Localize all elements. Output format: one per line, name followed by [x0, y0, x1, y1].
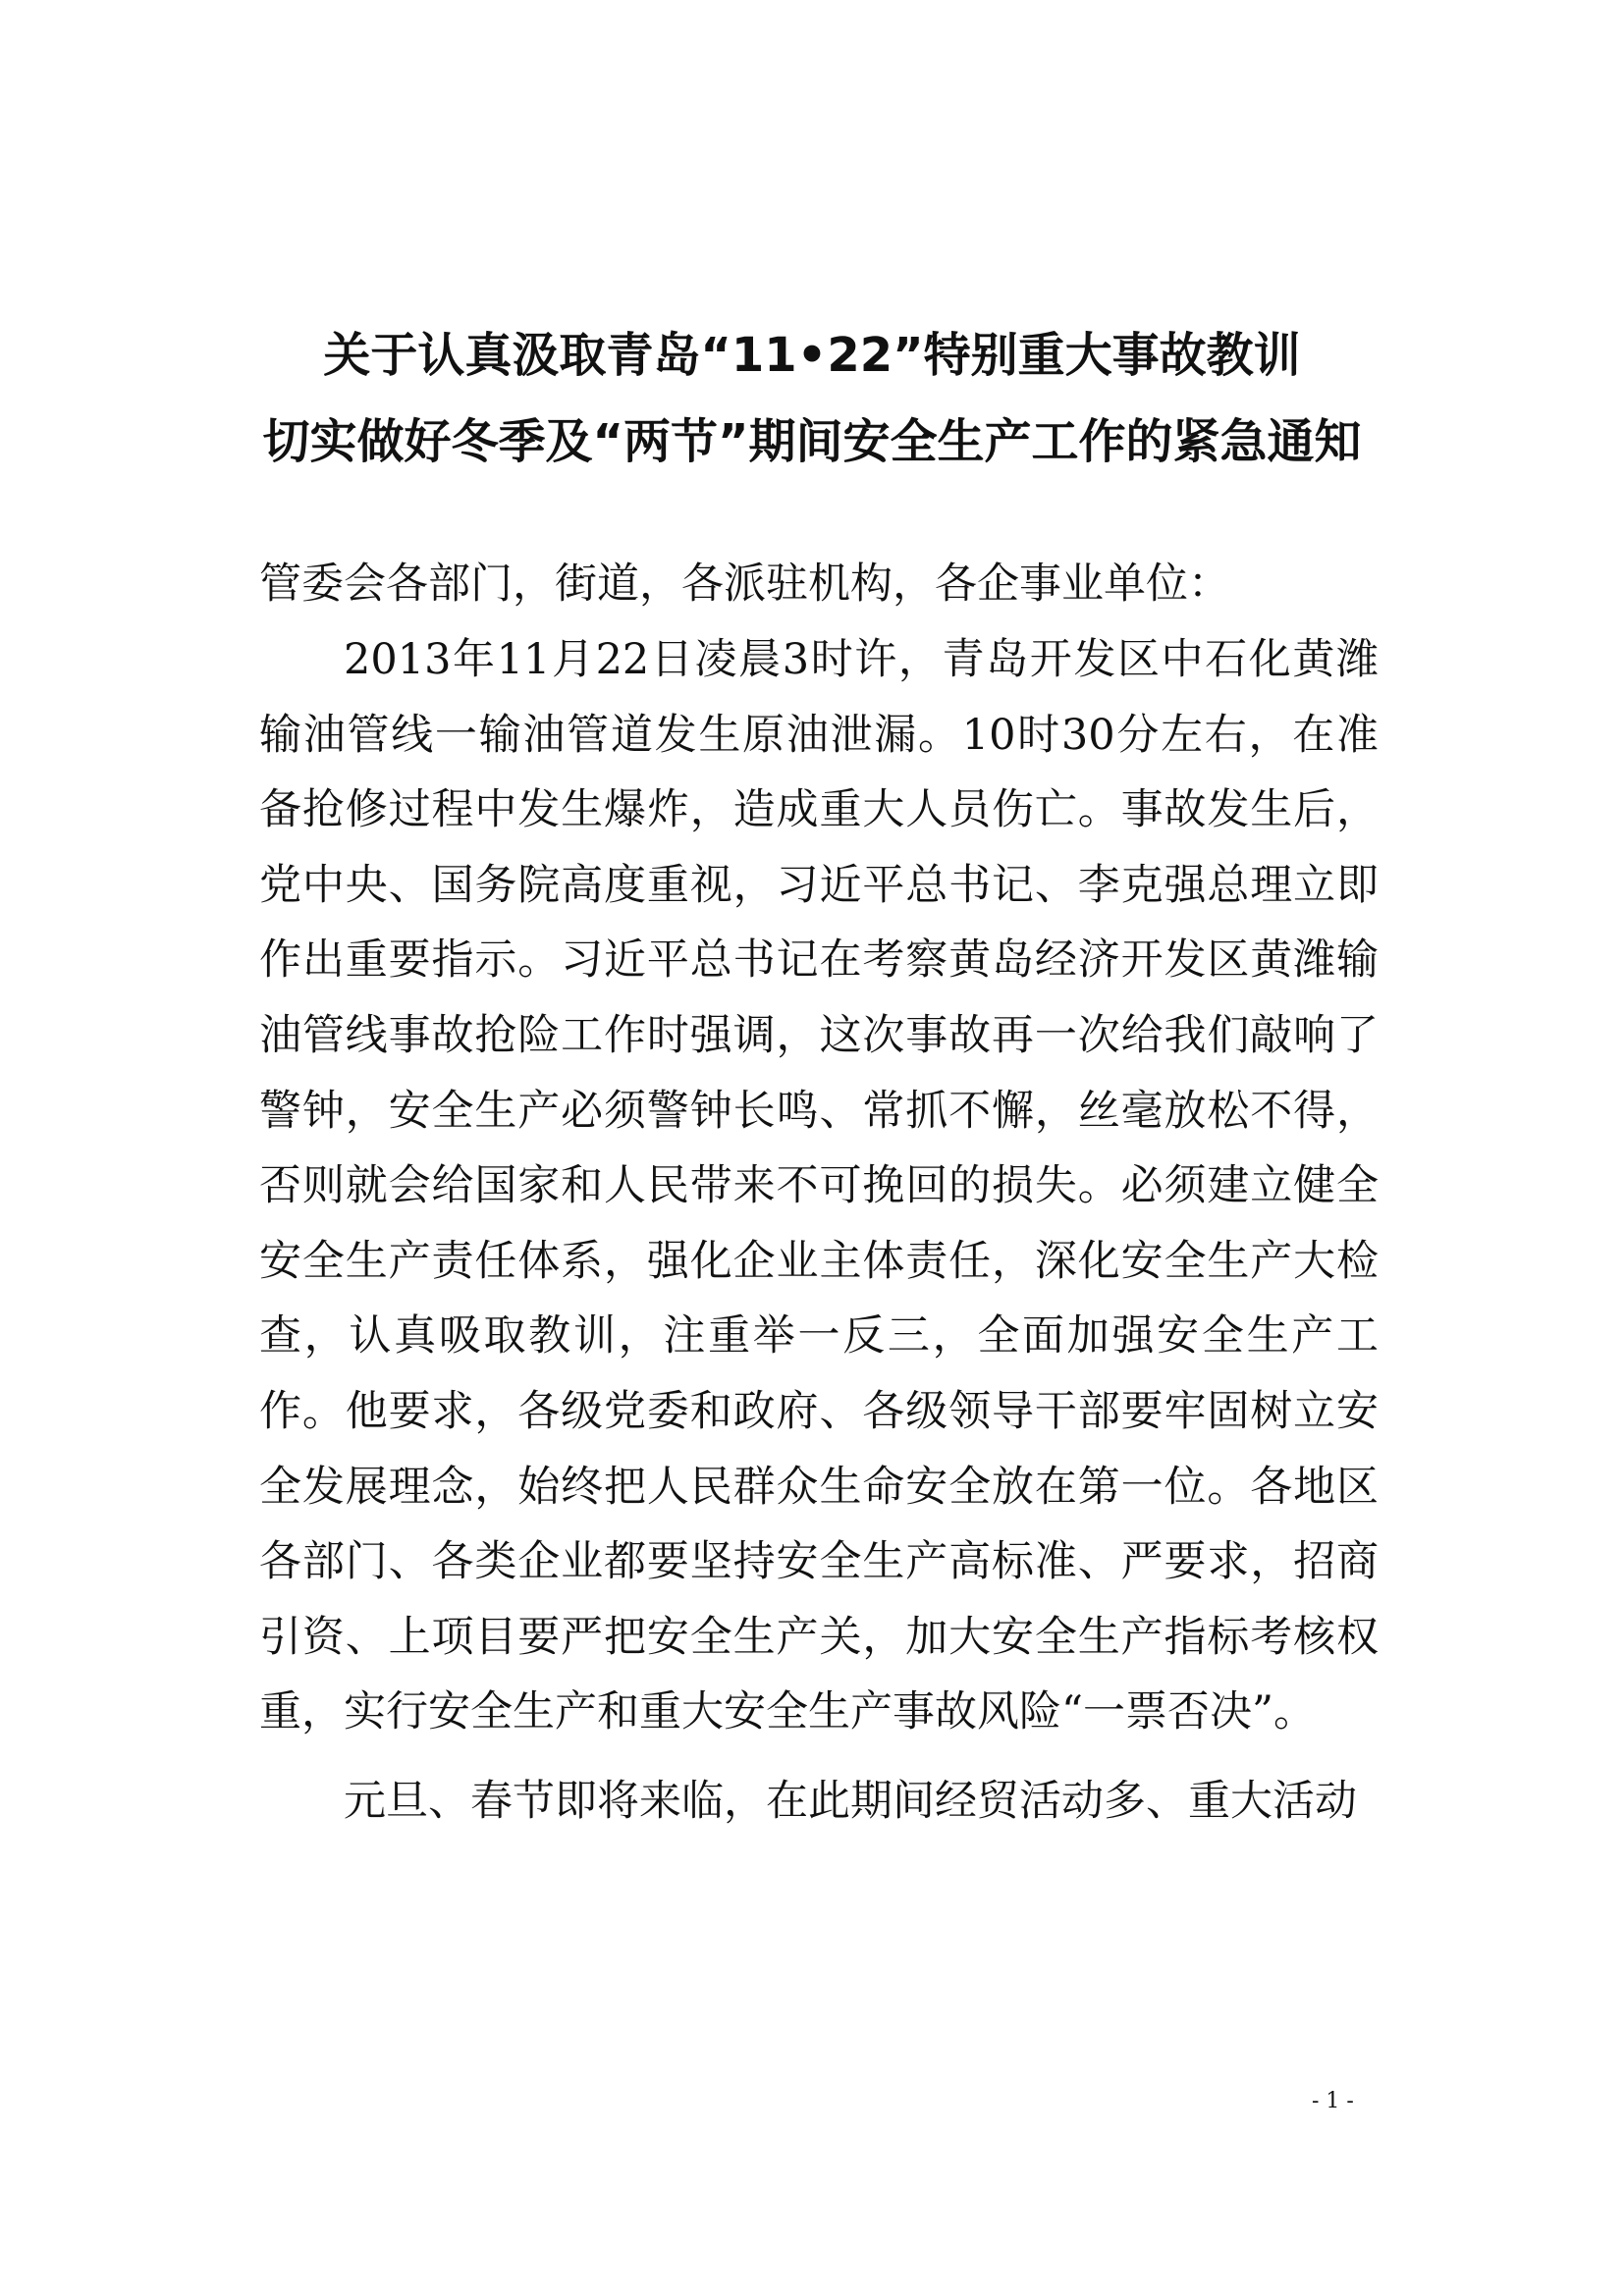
document-title — [0, 312, 1624, 485]
title-line-2: 切实做好冬季及“两节”期间安全生产工作的紧急通知 — [262, 414, 1362, 469]
salutation: 管委会各部门，街道，各派驻机构，各企事业单位： — [259, 560, 1230, 609]
paragraph-1: 2013年11月22日凌晨3时许，青岛开发区中石化黄潍输油管线一输油管道发生原油泄漏。10时30分左右，在准备抢修过程中发生爆炸，造成重大人员伤亡。事故发生后，党中央、国务院高度重视，习近平总书记、李克强总理立即作出重要指示。习近平总书记在考察黄岛经济开发区黄潍输油管线事故抢险工作时强调，这次事故再一次给我们敲响了警钟，安全生产必须警钟长鸣、常抓不懈，丝毫放松不得，否则就会给国家和人民带来不可挽回的损失。必须建立健全安全生产责任体系，强化企业主体责任，深化安全生产大检查，认真吸取教训，注重举一反三，全面加强安全生产工作。他要求，各级党委和政府、各级领导干部要牢固树立安全发展理念，始终把人民群众生命安全放在第一位。各地区各部门、各类企业都要坚持安全生产高标准、严要求，招商引资、上项目要严把安全生产关，加大安全生产指标考核权重，实行安全生产和重大安全生产事故风险“一票否决”。 — [259, 635, 1379, 1737]
page-number: - 1 - — [1312, 2089, 1354, 2113]
paragraph-2: 元旦、春节即将来临，在此期间经贸活动多、重大活动 — [344, 1776, 1357, 1826]
title-line-1: 关于认真汲取青岛“11•22”特别重大事故教训 — [323, 328, 1301, 383]
document-body — [259, 546, 1379, 1840]
